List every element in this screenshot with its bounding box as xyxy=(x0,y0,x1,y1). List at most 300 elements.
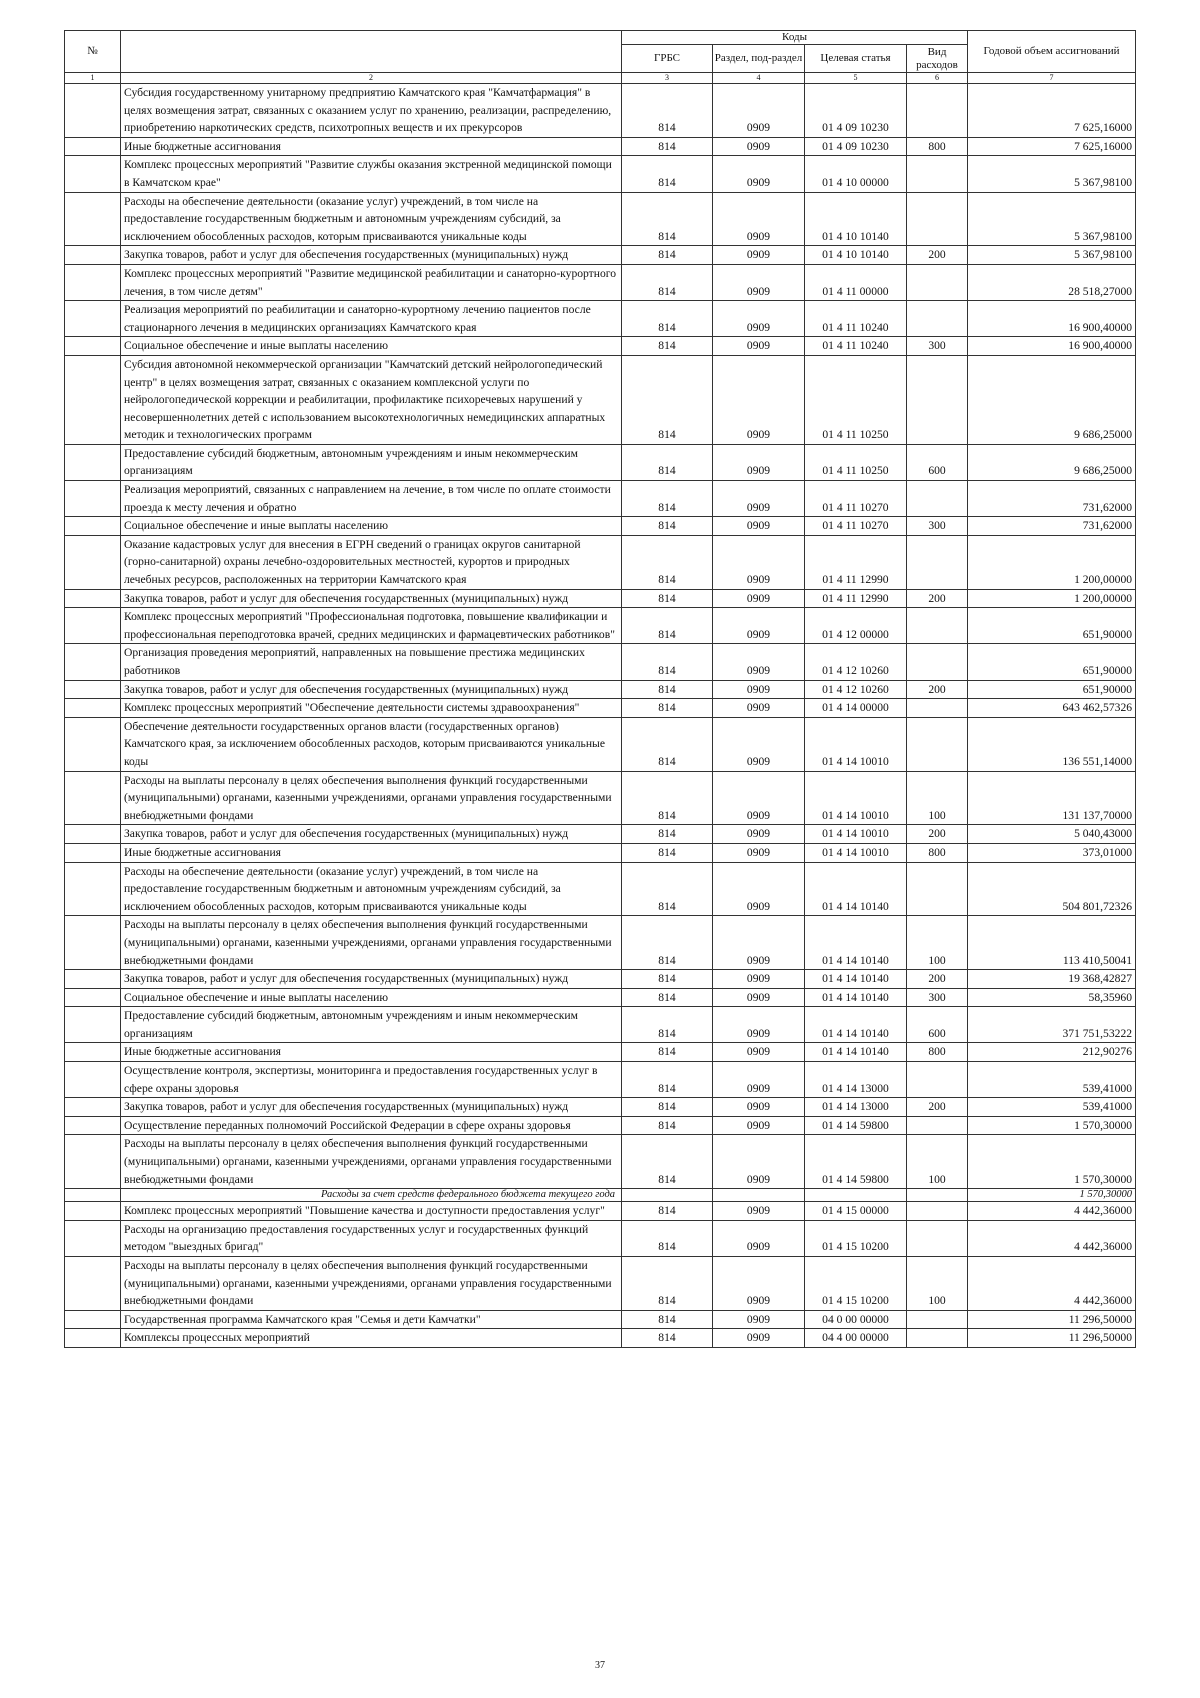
expense-type-cell xyxy=(907,264,968,300)
table-row xyxy=(65,301,1136,337)
section-cell: 0909 xyxy=(713,825,805,844)
row-name-cell: Закупка товаров, работ и услуг для обеспечения государственных (муниципальных) нужд xyxy=(121,1098,622,1117)
amount-cell: 7 625,16000 xyxy=(968,84,1136,138)
amount-cell: 504 801,72326 xyxy=(968,862,1136,916)
row-name-cell: Расходы на выплаты персоналу в целях обеспечения выполнения функций государственными (муниципальными) органами, казенными учреждениями, органами управления государственными внебюджетными фондами xyxy=(121,1257,622,1311)
expense-type-cell: 100 xyxy=(907,916,968,970)
target-article-cell: 01 4 14 10140 xyxy=(805,988,907,1007)
row-name-cell: Иные бюджетные ассигнования xyxy=(121,843,622,862)
section-cell: 0909 xyxy=(713,84,805,138)
section-cell xyxy=(713,1189,805,1202)
grbs-cell: 814 xyxy=(622,717,713,771)
grbs-cell: 814 xyxy=(622,535,713,589)
expense-type-cell xyxy=(907,862,968,916)
target-article-cell: 01 4 14 10140 xyxy=(805,1043,907,1062)
row-name-cell: Социальное обеспечение и иные выплаты населению xyxy=(121,517,622,536)
row-number-cell xyxy=(65,355,121,444)
row-number-cell xyxy=(65,608,121,644)
target-article-cell: 04 4 00 00000 xyxy=(805,1329,907,1348)
grbs-cell: 814 xyxy=(622,988,713,1007)
row-number-cell xyxy=(65,970,121,989)
row-name-cell: Обеспечение деятельности государственных органов власти (государственных органов) Камчатского края, за исключением обособленных расходов, которым присваиваются уникальные коды xyxy=(121,717,622,771)
row-name-cell: Государственная программа Камчатского края "Семья и дети Камчатки" xyxy=(121,1310,622,1329)
row-number-cell xyxy=(65,535,121,589)
grbs-cell: 814 xyxy=(622,1135,713,1189)
target-article-cell: 04 0 00 00000 xyxy=(805,1310,907,1329)
amount-cell: 136 551,14000 xyxy=(968,717,1136,771)
grbs-cell: 814 xyxy=(622,970,713,989)
grbs-cell: 814 xyxy=(622,1007,713,1043)
row-name-cell: Оказание кадастровых услуг для внесения в ЕГРН сведений о границах округов санитарной (горно-санитарной) охраны лечебно-оздоровительных местностей, курортов и природных лечебных ресурсов, расположенных на территории Камчатского края xyxy=(121,535,622,589)
row-name-cell: Организация проведения мероприятий, направленных на повышение престижа медицинских работников xyxy=(121,644,622,680)
grbs-cell: 814 xyxy=(622,444,713,480)
expense-type-cell: 200 xyxy=(907,589,968,608)
amount-cell: 19 368,42827 xyxy=(968,970,1136,989)
table-row xyxy=(65,264,1136,300)
section-cell: 0909 xyxy=(713,535,805,589)
target-article-cell: 01 4 12 00000 xyxy=(805,608,907,644)
amount-cell: 651,90000 xyxy=(968,608,1136,644)
target-article-cell: 01 4 10 10140 xyxy=(805,246,907,265)
table-row xyxy=(65,1329,1136,1348)
row-number-cell xyxy=(65,843,121,862)
target-article-cell: 01 4 14 59800 xyxy=(805,1135,907,1189)
table-row xyxy=(65,1116,1136,1135)
page-number: 37 xyxy=(595,1660,605,1671)
row-name-cell: Расходы на выплаты персоналу в целях обеспечения выполнения функций государственными (муниципальными) органами, казенными учреждениями, органами управления государственными внебюджетными фондами xyxy=(121,771,622,825)
amount-cell: 731,62000 xyxy=(968,517,1136,536)
row-name-cell: Социальное обеспечение и иные выплаты населению xyxy=(121,337,622,356)
row-number-cell xyxy=(65,988,121,1007)
row-name-cell: Закупка товаров, работ и услуг для обеспечения государственных (муниципальных) нужд xyxy=(121,825,622,844)
row-number-cell xyxy=(65,916,121,970)
table-row xyxy=(65,916,1136,970)
target-article-cell: 01 4 10 10140 xyxy=(805,192,907,246)
budget-allocation-table xyxy=(64,30,1136,1348)
target-article-cell: 01 4 11 10250 xyxy=(805,355,907,444)
section-cell: 0909 xyxy=(713,1329,805,1348)
amount-cell: 7 625,16000 xyxy=(968,137,1136,156)
column-index-cell: 1 xyxy=(65,73,121,84)
column-index-cell: 5 xyxy=(805,73,907,84)
amount-cell: 28 518,27000 xyxy=(968,264,1136,300)
amount-cell: 9 686,25000 xyxy=(968,355,1136,444)
target-article-cell: 01 4 15 00000 xyxy=(805,1202,907,1221)
grbs-cell: 814 xyxy=(622,301,713,337)
grbs-cell: 814 xyxy=(622,1257,713,1311)
table-row xyxy=(65,517,1136,536)
row-name-cell: Закупка товаров, работ и услуг для обеспечения государственных (муниципальных) нужд xyxy=(121,680,622,699)
expense-type-cell xyxy=(907,1062,968,1098)
expense-type-cell xyxy=(907,644,968,680)
target-article-cell: 01 4 14 10140 xyxy=(805,916,907,970)
target-article-cell: 01 4 11 10250 xyxy=(805,444,907,480)
column-index-cell: 4 xyxy=(713,73,805,84)
section-cell: 0909 xyxy=(713,517,805,536)
row-number-cell xyxy=(65,246,121,265)
section-cell: 0909 xyxy=(713,137,805,156)
grbs-cell: 814 xyxy=(622,1202,713,1221)
row-number-cell xyxy=(65,84,121,138)
amount-cell: 5 367,98100 xyxy=(968,156,1136,192)
row-name-cell: Расходы на обеспечение деятельности (оказание услуг) учреждений, в том числе на предоставление государственным бюджетным и автономным учреждениям субсидий, за исключением обособленных расходов, которым присваиваются уникальные коды xyxy=(121,862,622,916)
row-name-cell: Расходы на выплаты персоналу в целях обеспечения выполнения функций государственными (муниципальными) органами, казенными учреждениями, органами управления государственными внебюджетными фондами xyxy=(121,916,622,970)
target-article-cell: 01 4 10 00000 xyxy=(805,156,907,192)
table-row xyxy=(65,1043,1136,1062)
target-article-cell: 01 4 11 10240 xyxy=(805,301,907,337)
section-cell: 0909 xyxy=(713,589,805,608)
row-name-cell: Закупка товаров, работ и услуг для обеспечения государственных (муниципальных) нужд xyxy=(121,246,622,265)
amount-cell: 373,01000 xyxy=(968,843,1136,862)
target-article-cell: 01 4 14 00000 xyxy=(805,699,907,718)
budget-table-sheet xyxy=(64,30,1135,1348)
grbs-cell: 814 xyxy=(622,264,713,300)
target-article-cell: 01 4 11 12990 xyxy=(805,535,907,589)
expense-type-cell: 800 xyxy=(907,137,968,156)
row-number-cell xyxy=(65,1098,121,1117)
amount-cell: 651,90000 xyxy=(968,644,1136,680)
table-row xyxy=(65,717,1136,771)
table-row xyxy=(65,535,1136,589)
row-number-cell xyxy=(65,481,121,517)
row-number-cell xyxy=(65,517,121,536)
row-number-cell xyxy=(65,1135,121,1189)
column-index-cell: 2 xyxy=(121,73,622,84)
section-cell: 0909 xyxy=(713,1116,805,1135)
amount-cell: 1 570,30000 xyxy=(968,1189,1136,1202)
amount-cell: 5 040,43000 xyxy=(968,825,1136,844)
table-row xyxy=(65,608,1136,644)
amount-cell: 539,41000 xyxy=(968,1098,1136,1117)
section-cell: 0909 xyxy=(713,355,805,444)
row-name-cell: Комплекс процессных мероприятий "Повышение качества и доступности предоставления услуг" xyxy=(121,1202,622,1221)
row-number-cell xyxy=(65,192,121,246)
section-cell: 0909 xyxy=(713,337,805,356)
row-name-cell: Субсидия автономной некоммерческой организации "Камчатский детский нейрологопедический центр" в целях возмещения затрат, связанных с оказанием комплексной услуги по нейрологопедической коррекции и реабилитации, профилактике психоречевых нарушений у несовершеннолетних детей с использованием высокотехнологичных немедицинских аппаратных методик и технологических программ xyxy=(121,355,622,444)
amount-cell: 539,41000 xyxy=(968,1062,1136,1098)
grbs-cell: 814 xyxy=(622,608,713,644)
grbs-cell: 814 xyxy=(622,1116,713,1135)
target-article-cell: 01 4 15 10200 xyxy=(805,1257,907,1311)
target-article-cell: 01 4 12 10260 xyxy=(805,680,907,699)
grbs-cell: 814 xyxy=(622,481,713,517)
grbs-cell: 814 xyxy=(622,517,713,536)
grbs-cell: 814 xyxy=(622,644,713,680)
target-article-cell: 01 4 09 10230 xyxy=(805,137,907,156)
expense-type-cell: 800 xyxy=(907,843,968,862)
target-article-cell: 01 4 14 10010 xyxy=(805,825,907,844)
row-name-cell: Социальное обеспечение и иные выплаты населению xyxy=(121,988,622,1007)
amount-cell: 1 570,30000 xyxy=(968,1135,1136,1189)
row-number-cell xyxy=(65,1220,121,1256)
grbs-cell: 814 xyxy=(622,771,713,825)
expense-type-cell: 100 xyxy=(907,771,968,825)
table-row xyxy=(65,862,1136,916)
expense-type-cell xyxy=(907,535,968,589)
grbs-cell: 814 xyxy=(622,156,713,192)
row-number-cell xyxy=(65,771,121,825)
grbs-cell: 814 xyxy=(622,84,713,138)
row-number-cell xyxy=(65,1329,121,1348)
grbs-cell: 814 xyxy=(622,843,713,862)
expense-type-cell: 600 xyxy=(907,444,968,480)
header-target-article: Целевая статья xyxy=(805,45,907,73)
target-article-cell: 01 4 14 10140 xyxy=(805,862,907,916)
table-row xyxy=(65,156,1136,192)
section-cell: 0909 xyxy=(713,1043,805,1062)
table-row xyxy=(65,1098,1136,1117)
expense-type-cell xyxy=(907,1329,968,1348)
row-name-cell: Расходы на выплаты персоналу в целях обеспечения выполнения функций государственными (муниципальными) органами, казенными учреждениями, органами управления государственными внебюджетными фондами xyxy=(121,1135,622,1189)
header-name xyxy=(121,31,622,73)
target-article-cell: 01 4 14 10010 xyxy=(805,843,907,862)
column-index-cell: 7 xyxy=(968,73,1136,84)
section-cell: 0909 xyxy=(713,1257,805,1311)
table-row xyxy=(65,699,1136,718)
expense-type-cell: 200 xyxy=(907,680,968,699)
section-cell: 0909 xyxy=(713,444,805,480)
amount-cell: 16 900,40000 xyxy=(968,301,1136,337)
row-number-cell xyxy=(65,301,121,337)
row-name-cell: Предоставление субсидий бюджетным, автономным учреждениям и иным некоммерческим организациям xyxy=(121,444,622,480)
target-article-cell: 01 4 14 10010 xyxy=(805,771,907,825)
table-row xyxy=(65,444,1136,480)
expense-type-cell xyxy=(907,481,968,517)
grbs-cell: 814 xyxy=(622,192,713,246)
expense-type-cell xyxy=(907,608,968,644)
table-row xyxy=(65,1007,1136,1043)
table-row xyxy=(65,843,1136,862)
expense-type-cell: 800 xyxy=(907,1043,968,1062)
amount-cell: 643 462,57326 xyxy=(968,699,1136,718)
table-row xyxy=(65,481,1136,517)
amount-cell: 9 686,25000 xyxy=(968,444,1136,480)
section-cell: 0909 xyxy=(713,862,805,916)
amount-cell: 731,62000 xyxy=(968,481,1136,517)
section-cell: 0909 xyxy=(713,1098,805,1117)
amount-cell: 16 900,40000 xyxy=(968,337,1136,356)
row-name-cell: Комплекс процессных мероприятий "Профессиональная подготовка, повышение квалификации и профессиональная переподготовка врачей, средних медицинских и фармацевтических работников" xyxy=(121,608,622,644)
grbs-cell: 814 xyxy=(622,680,713,699)
row-number-cell xyxy=(65,337,121,356)
expense-type-cell: 200 xyxy=(907,970,968,989)
amount-cell: 651,90000 xyxy=(968,680,1136,699)
grbs-cell: 814 xyxy=(622,137,713,156)
row-name-cell: Расходы на организацию предоставления государственных услуг и государственных функций методом "выездных бригад" xyxy=(121,1220,622,1256)
row-name-cell: Реализация мероприятий, связанных с направлением на лечение, в том числе по оплате стоимости проезда к месту лечения и обратно xyxy=(121,481,622,517)
header-grbs: ГРБС xyxy=(622,45,713,73)
section-cell: 0909 xyxy=(713,1310,805,1329)
target-article-cell: 01 4 11 10270 xyxy=(805,481,907,517)
amount-cell: 4 442,36000 xyxy=(968,1220,1136,1256)
section-cell: 0909 xyxy=(713,916,805,970)
row-name-cell: Закупка товаров, работ и услуг для обеспечения государственных (муниципальных) нужд xyxy=(121,970,622,989)
table-row xyxy=(65,771,1136,825)
table-row xyxy=(65,84,1136,138)
grbs-cell: 814 xyxy=(622,1220,713,1256)
grbs-cell: 814 xyxy=(622,1062,713,1098)
expense-type-cell xyxy=(907,1310,968,1329)
table-row xyxy=(65,1062,1136,1098)
target-article-cell: 01 4 14 13000 xyxy=(805,1098,907,1117)
grbs-cell xyxy=(622,1189,713,1202)
expense-type-cell xyxy=(907,84,968,138)
expense-type-cell: 100 xyxy=(907,1135,968,1189)
amount-cell: 11 296,50000 xyxy=(968,1329,1136,1348)
expense-type-cell: 300 xyxy=(907,517,968,536)
grbs-cell: 814 xyxy=(622,699,713,718)
target-article-cell: 01 4 11 10270 xyxy=(805,517,907,536)
section-cell: 0909 xyxy=(713,608,805,644)
table-note-row xyxy=(65,1189,1136,1202)
amount-cell: 58,35960 xyxy=(968,988,1136,1007)
section-cell: 0909 xyxy=(713,771,805,825)
section-cell: 0909 xyxy=(713,644,805,680)
table-row xyxy=(65,137,1136,156)
amount-cell: 11 296,50000 xyxy=(968,1310,1136,1329)
table-row xyxy=(65,1220,1136,1256)
row-name-cell: Расходы на обеспечение деятельности (оказание услуг) учреждений, в том числе на предоставление государственным бюджетным и автономным учреждениям субсидий, за исключением обособленных расходов, которым присваиваются уникальные коды xyxy=(121,192,622,246)
column-index-cell: 6 xyxy=(907,73,968,84)
row-number-cell xyxy=(65,156,121,192)
row-name-cell: Предоставление субсидий бюджетным, автономным учреждениям и иным некоммерческим организациям xyxy=(121,1007,622,1043)
expense-type-cell: 300 xyxy=(907,337,968,356)
header-annual-volume: Годовой объем ассигнований xyxy=(968,31,1136,73)
grbs-cell: 814 xyxy=(622,1329,713,1348)
table-row xyxy=(65,1257,1136,1311)
expense-type-cell xyxy=(907,1189,968,1202)
table-row xyxy=(65,1202,1136,1221)
expense-type-cell xyxy=(907,355,968,444)
header-section: Раздел, под-раздел xyxy=(713,45,805,73)
expense-type-cell xyxy=(907,1116,968,1135)
grbs-cell: 814 xyxy=(622,862,713,916)
expense-type-cell xyxy=(907,717,968,771)
grbs-cell: 814 xyxy=(622,825,713,844)
section-cell: 0909 xyxy=(713,717,805,771)
section-cell: 0909 xyxy=(713,246,805,265)
grbs-cell: 814 xyxy=(622,916,713,970)
row-name-cell: Расходы за счет средств федерального бюджета текущего года xyxy=(121,1189,622,1202)
row-number-cell xyxy=(65,717,121,771)
header-number: № xyxy=(65,31,121,73)
table-row xyxy=(65,644,1136,680)
table-row xyxy=(65,970,1136,989)
amount-cell: 4 442,36000 xyxy=(968,1257,1136,1311)
grbs-cell: 814 xyxy=(622,1043,713,1062)
header-expense-type: Вид расходов xyxy=(907,45,968,73)
expense-type-cell xyxy=(907,192,968,246)
section-cell: 0909 xyxy=(713,988,805,1007)
table-row xyxy=(65,192,1136,246)
row-number-cell xyxy=(65,1189,121,1202)
target-article-cell: 01 4 15 10200 xyxy=(805,1220,907,1256)
row-name-cell: Реализация мероприятий по реабилитации и санаторно-курортному лечению пациентов после стационарного лечения в медицинских организациях Камчатского края xyxy=(121,301,622,337)
section-cell: 0909 xyxy=(713,156,805,192)
row-number-cell xyxy=(65,1202,121,1221)
row-name-cell: Комплекс процессных мероприятий "Развитие медицинской реабилитации и санаторно-курортного лечения, в том числе детям" xyxy=(121,264,622,300)
section-cell: 0909 xyxy=(713,1220,805,1256)
row-name-cell: Осуществление контроля, экспертизы, мониторинга и предоставления государственных услуг в сфере охраны здоровья xyxy=(121,1062,622,1098)
target-article-cell: 01 4 14 59800 xyxy=(805,1116,907,1135)
amount-cell: 1 570,30000 xyxy=(968,1116,1136,1135)
row-name-cell: Иные бюджетные ассигнования xyxy=(121,137,622,156)
amount-cell: 113 410,50041 xyxy=(968,916,1136,970)
table-row xyxy=(65,1135,1136,1189)
column-index-cell: 3 xyxy=(622,73,713,84)
target-article-cell: 01 4 14 10140 xyxy=(805,970,907,989)
amount-cell: 5 367,98100 xyxy=(968,192,1136,246)
row-number-cell xyxy=(65,1062,121,1098)
expense-type-cell xyxy=(907,1220,968,1256)
row-number-cell xyxy=(65,137,121,156)
row-number-cell xyxy=(65,1043,121,1062)
target-article-cell: 01 4 11 12990 xyxy=(805,589,907,608)
row-number-cell xyxy=(65,264,121,300)
expense-type-cell xyxy=(907,156,968,192)
row-name-cell: Иные бюджетные ассигнования xyxy=(121,1043,622,1062)
row-number-cell xyxy=(65,644,121,680)
target-article-cell: 01 4 09 10230 xyxy=(805,84,907,138)
row-name-cell: Комплекс процессных мероприятий "Обеспечение деятельности системы здравоохранения" xyxy=(121,699,622,718)
expense-type-cell: 600 xyxy=(907,1007,968,1043)
table-row xyxy=(65,355,1136,444)
grbs-cell: 814 xyxy=(622,246,713,265)
section-cell: 0909 xyxy=(713,680,805,699)
section-cell: 0909 xyxy=(713,1007,805,1043)
section-cell: 0909 xyxy=(713,843,805,862)
row-number-cell xyxy=(65,444,121,480)
expense-type-cell: 200 xyxy=(907,1098,968,1117)
table-row xyxy=(65,680,1136,699)
grbs-cell: 814 xyxy=(622,337,713,356)
amount-cell: 1 200,00000 xyxy=(968,535,1136,589)
table-row xyxy=(65,589,1136,608)
amount-cell: 212,90276 xyxy=(968,1043,1136,1062)
expense-type-cell xyxy=(907,699,968,718)
section-cell: 0909 xyxy=(713,481,805,517)
section-cell: 0909 xyxy=(713,1135,805,1189)
table-row xyxy=(65,1310,1136,1329)
expense-type-cell: 200 xyxy=(907,825,968,844)
amount-cell: 371 751,53222 xyxy=(968,1007,1136,1043)
row-number-cell xyxy=(65,680,121,699)
target-article-cell: 01 4 14 10140 xyxy=(805,1007,907,1043)
row-number-cell xyxy=(65,1116,121,1135)
table-row xyxy=(65,337,1136,356)
row-name-cell: Субсидия государственному унитарному предприятию Камчатского края "Камчатфармация" в целях возмещения затрат, связанных с оказанием услуг по хранению, реализации, распределению, приобретению наркотических средств, психотропных веществ и их прекурсоров xyxy=(121,84,622,138)
row-number-cell xyxy=(65,1310,121,1329)
section-cell: 0909 xyxy=(713,1202,805,1221)
section-cell: 0909 xyxy=(713,1062,805,1098)
amount-cell: 5 367,98100 xyxy=(968,246,1136,265)
target-article-cell: 01 4 14 13000 xyxy=(805,1062,907,1098)
column-index-row xyxy=(65,73,1136,84)
amount-cell: 131 137,70000 xyxy=(968,771,1136,825)
expense-type-cell xyxy=(907,1202,968,1221)
row-number-cell xyxy=(65,825,121,844)
row-name-cell: Закупка товаров, работ и услуг для обеспечения государственных (муниципальных) нужд xyxy=(121,589,622,608)
row-number-cell xyxy=(65,1007,121,1043)
grbs-cell: 814 xyxy=(622,355,713,444)
table-row xyxy=(65,988,1136,1007)
section-cell: 0909 xyxy=(713,970,805,989)
expense-type-cell xyxy=(907,301,968,337)
target-article-cell: 01 4 14 10010 xyxy=(805,717,907,771)
row-number-cell xyxy=(65,862,121,916)
section-cell: 0909 xyxy=(713,192,805,246)
target-article-cell xyxy=(805,1189,907,1202)
